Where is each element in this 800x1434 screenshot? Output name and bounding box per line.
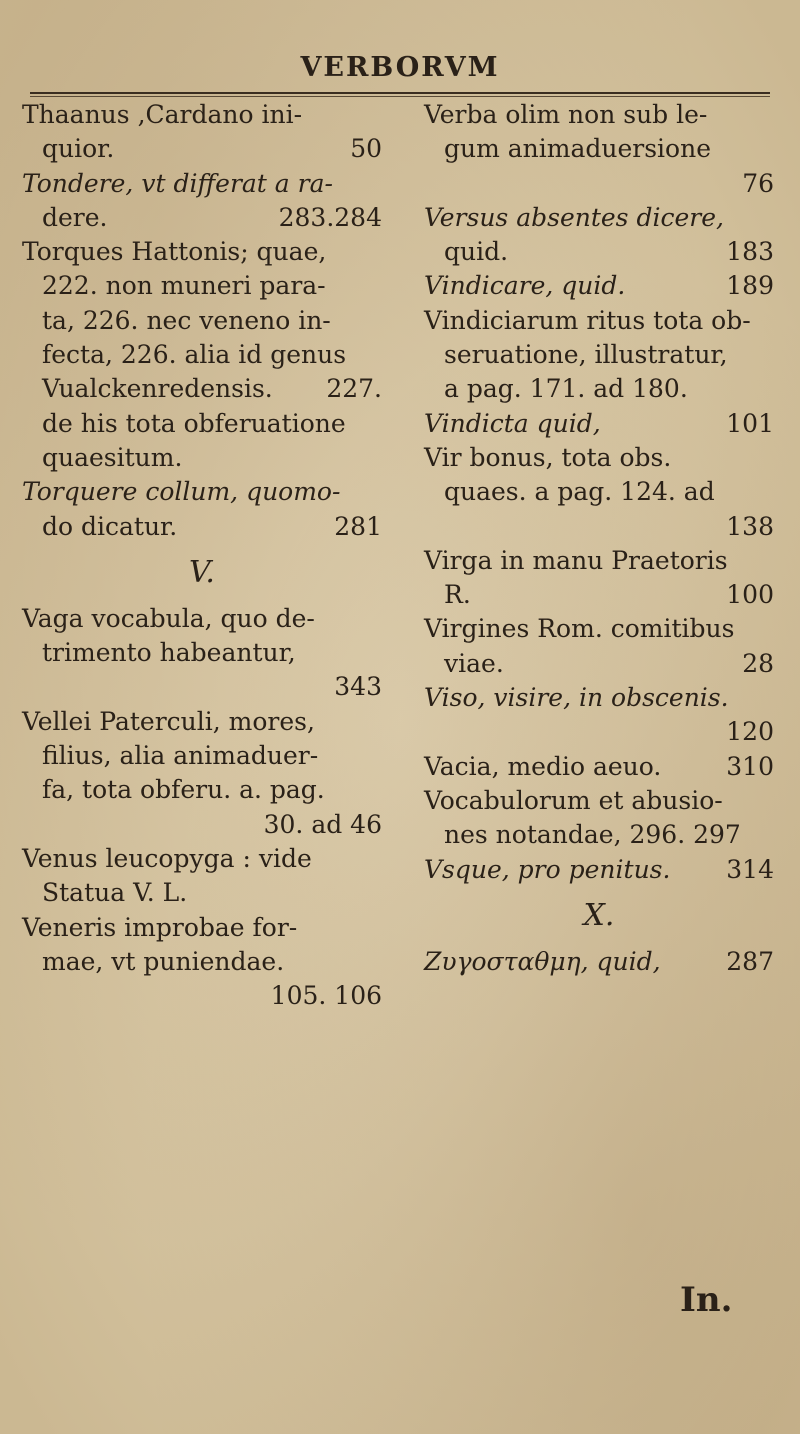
entry-text: Verba olim non sub le-: [424, 100, 708, 129]
entry-text: nes notandae, 296. 297: [444, 820, 741, 850]
index-entry-line: [22, 510, 382, 544]
page-reference: 28: [742, 648, 774, 678]
entry-text: quaesitum.: [42, 442, 183, 472]
index-entry-line: [22, 670, 382, 704]
index-entry-line: [22, 338, 382, 372]
page-reference: 183: [726, 237, 774, 267]
index-entry-line: [424, 853, 774, 887]
entry-text: quid.: [444, 237, 509, 267]
entry-text: Statua V. L.: [42, 878, 188, 908]
page-reference: 76: [742, 168, 774, 198]
entry-text: dere.: [42, 202, 108, 232]
entry-text: gum animaduersione: [444, 134, 711, 164]
entry-text: [22, 672, 42, 701]
entry-text: Viso, visire, in obscenis.: [424, 683, 729, 713]
index-entry-line: [424, 945, 774, 979]
index-entry-line: [22, 98, 382, 132]
page-reference: 310: [726, 751, 774, 781]
entry-text: Vualckenredensis.: [42, 374, 273, 404]
index-entry-line: [424, 612, 774, 646]
entry-text: Vacia, medio aeuo.: [424, 751, 662, 781]
index-entry-line: [424, 681, 774, 715]
index-entry-line: [424, 338, 774, 372]
entry-text: Vir bonus, tota obs.: [424, 442, 672, 472]
index-entry-line: [22, 235, 382, 269]
entry-text: [22, 810, 42, 839]
page-reference: 138: [726, 511, 774, 541]
index-entry-line: [424, 647, 774, 681]
entry-text: a pag. 171. ad 180.: [444, 374, 688, 404]
index-entry-line: [424, 372, 774, 406]
index-entry-line: [424, 784, 774, 818]
page-reference: 283.284: [278, 202, 382, 232]
entry-text: Virga in manu Praetoris: [424, 545, 728, 575]
page-reference: 100: [726, 580, 774, 610]
entry-text: Torquere collum, quomo-: [22, 477, 341, 507]
index-entry-line: [424, 269, 774, 303]
entry-text: fecta, 226. alia id genus: [42, 340, 347, 370]
entry-text: Venus leucopyga : vide: [22, 843, 312, 873]
entry-text: Vindicare, quid.: [424, 271, 626, 301]
page-reference: 50: [350, 134, 382, 164]
entry-text: Ζυγοσταθμη, quid,: [424, 946, 661, 976]
index-entry-line: [22, 808, 382, 842]
index-entry-line: [22, 372, 382, 406]
page-reference: 343: [334, 672, 382, 702]
entry-text: 222. non muneri para-: [42, 271, 326, 301]
index-entry-line: [22, 945, 382, 979]
index-entry-line: [22, 167, 382, 201]
section-letter: X.: [583, 897, 615, 933]
index-entry-line: [22, 269, 382, 303]
header-rule-thin: [30, 96, 770, 97]
index-entry-line: [22, 602, 382, 636]
entry-text: [22, 981, 42, 1010]
entry-text: Vaga vocabula, quo de-: [22, 603, 315, 633]
index-entry-line: [22, 304, 382, 338]
index-entry-line: [424, 98, 774, 132]
index-entry-line: [22, 979, 382, 1013]
index-entry-line: [22, 705, 382, 739]
index-entry-line: [22, 475, 382, 509]
index-entry-line: [424, 544, 774, 578]
page-reference: 281: [334, 511, 382, 541]
index-entry-line: [424, 715, 774, 749]
entry-text: Virgines Rom. comitibus: [424, 614, 735, 644]
index-entry-line: [22, 441, 382, 475]
index-entry-line: [424, 750, 774, 784]
entry-text: filius, alia animaduer-: [42, 741, 319, 771]
entry-text: R.: [444, 580, 471, 610]
entry-text: Veneris improbae for-: [22, 912, 298, 942]
index-entry-line: [22, 201, 382, 235]
page-reference: 314: [726, 854, 774, 884]
entry-text: ta, 226. nec veneno in-: [42, 305, 331, 335]
entry-text: [424, 717, 444, 746]
index-column-left: [22, 98, 382, 1013]
page-reference: 227.: [326, 374, 382, 404]
index-entry-line: [22, 407, 382, 441]
entry-text: quior.: [42, 134, 115, 164]
index-entry-line: [424, 441, 774, 475]
page-reference: 101: [726, 408, 774, 438]
index-entry-line: [424, 475, 774, 509]
page-reference: 287: [726, 946, 774, 976]
index-entry-line: [424, 304, 774, 338]
catchword: In.: [680, 1280, 733, 1320]
entry-text: de his tota obferuatione: [42, 408, 346, 438]
entry-text: fa, tota obferu. a. pag.: [42, 775, 325, 805]
index-entry-line: [424, 510, 774, 544]
entry-text: Vellei Paterculi, mores,: [22, 706, 315, 736]
index-column-right: [424, 98, 774, 979]
index-entry-line: [424, 407, 774, 441]
index-entry-line: [424, 132, 774, 166]
index-entry-line: [22, 842, 382, 876]
page-reference: 30. ad 46: [263, 809, 382, 839]
entry-text: Vocabulorum et abusio-: [424, 785, 723, 815]
entry-text: Versus absentes dicere,: [424, 202, 724, 232]
index-entry-line: [22, 773, 382, 807]
entry-text: Thaanus ,Cardano ini-: [22, 100, 303, 129]
index-entry-line: [22, 876, 382, 910]
page-reference: 120: [726, 717, 774, 747]
entry-text: Tondere, vt differat a ra-: [22, 168, 333, 198]
entry-text: Vindicta quid,: [424, 408, 601, 438]
entry-text: Vindiciarum ritus tota ob-: [424, 305, 751, 335]
entry-text: Vsque, pro penitus.: [424, 854, 671, 884]
index-entry-line: [22, 739, 382, 773]
entry-text: Torques Hattonis; quae,: [22, 237, 327, 267]
entry-text: mae, vt puniendae.: [42, 946, 285, 976]
header-rule: [30, 92, 770, 94]
index-entry-line: [424, 235, 774, 269]
entry-text: trimento habeantur,: [42, 638, 296, 668]
index-entry-line: [424, 818, 774, 852]
entry-text: seruatione, illustratur,: [444, 340, 728, 370]
entry-text: quaes. a pag. 124. ad: [444, 477, 715, 507]
index-entry-line: [424, 167, 774, 201]
index-entry-line: [424, 201, 774, 235]
entry-text: [424, 512, 444, 541]
page-reference: 189: [726, 271, 774, 301]
section-letter: V.: [189, 554, 215, 590]
index-entry-line: [22, 132, 382, 166]
running-header: VERBORVM: [300, 52, 500, 83]
entry-text: do dicatur.: [42, 511, 178, 541]
index-entry-line: [22, 911, 382, 945]
index-entry-line: [424, 578, 774, 612]
entry-text: [424, 169, 444, 198]
index-entry-line: [22, 636, 382, 670]
page-reference: 105. 106: [270, 981, 382, 1011]
entry-text: viae.: [444, 648, 504, 678]
